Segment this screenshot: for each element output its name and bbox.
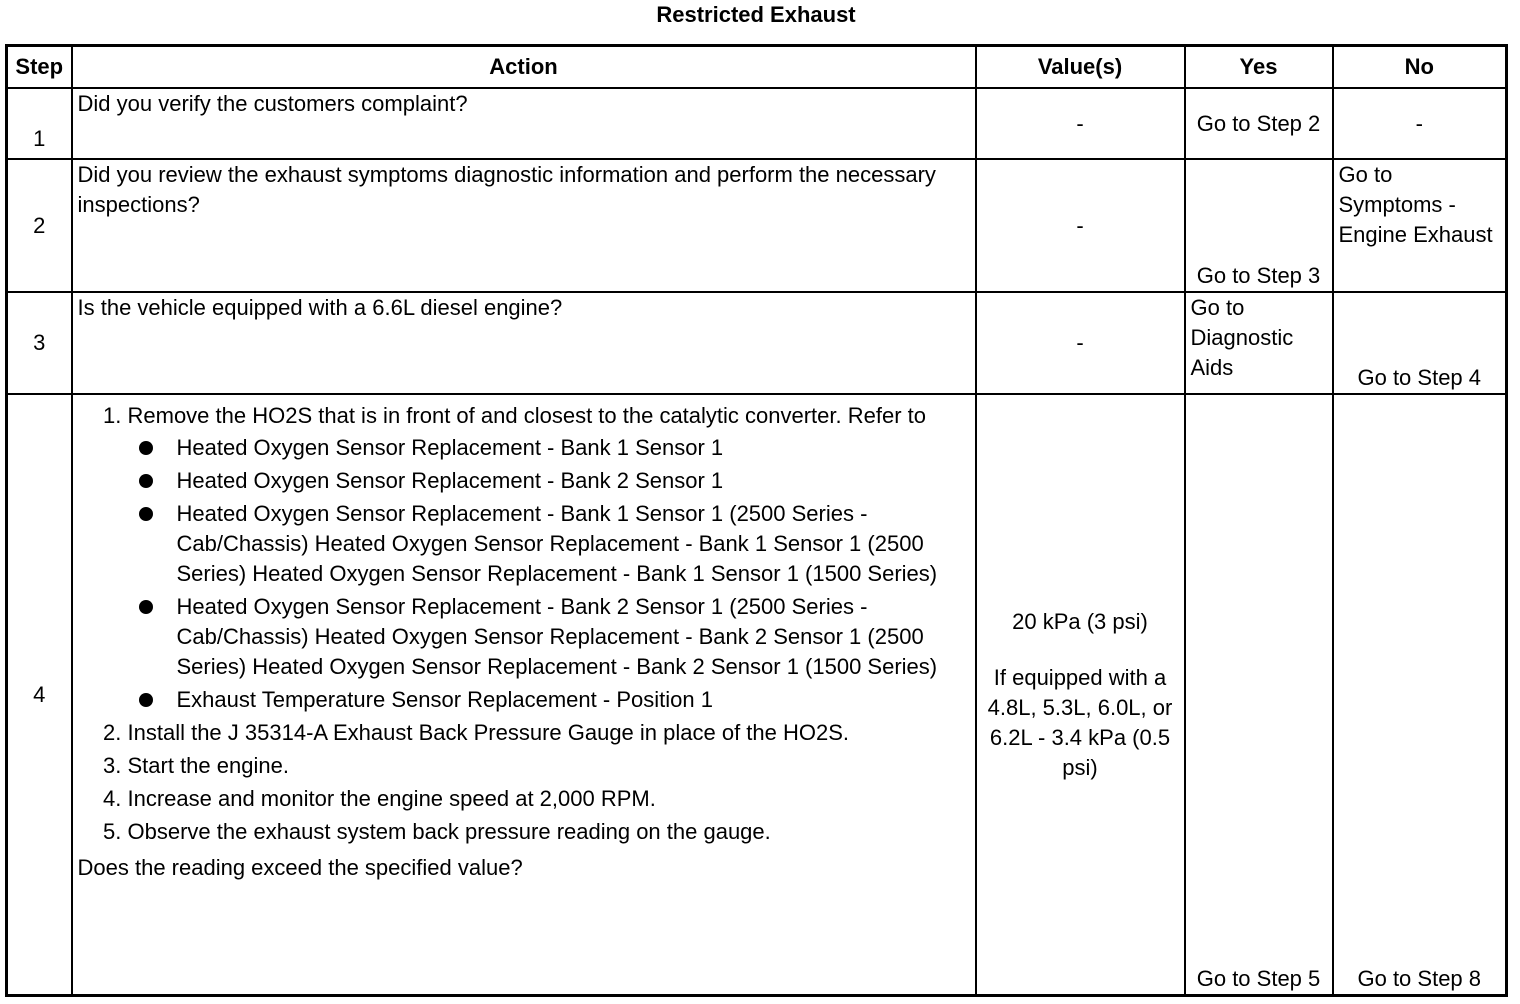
step-number: 2: [7, 159, 72, 292]
refer-item-text: Heated Oxygen Sensor Replacement - Bank 1 Sensor 1 (2500 Series - Cab/Chassis) Heated Oxygen Sensor Replacement - Bank 1 Sensor 1 (2500 Series) Heated Oxygen Sensor Replacement - Bank 1 Sensor 1 (1500 Series): [176, 501, 938, 586]
refer-item[interactable]: [158, 499, 970, 589]
bullet-icon: [139, 474, 153, 488]
step-number: 4: [7, 394, 72, 996]
value-primary: 20 kPa (3 psi): [1012, 608, 1148, 634]
refer-list: [128, 433, 970, 715]
bullet-icon: [139, 600, 153, 614]
yes-link[interactable]: Go to Diagnostic Aids: [1185, 292, 1333, 394]
header-yes: Yes: [1185, 46, 1333, 89]
step-number: 1: [7, 88, 72, 159]
step-number: 3: [7, 292, 72, 394]
procedure-step: [128, 401, 970, 715]
refer-item-text: Exhaust Temperature Sensor Replacement - Position 1: [176, 687, 713, 712]
no-link[interactable]: Go to Step 8: [1333, 394, 1507, 996]
refer-item-text: Heated Oxygen Sensor Replacement - Bank 1 Sensor 1: [176, 435, 724, 460]
header-action: Action: [72, 46, 976, 89]
refer-item[interactable]: [158, 685, 970, 715]
no-link[interactable]: Go to Step 4: [1333, 292, 1507, 394]
value-text: -: [976, 159, 1185, 292]
value-cell: [976, 394, 1185, 996]
header-no: No: [1333, 46, 1507, 89]
yes-link[interactable]: Go to Step 5: [1185, 394, 1333, 996]
procedure-step: 5. Observe the exhaust system back pressure reading on the gauge.: [128, 817, 970, 847]
action-text: Is the vehicle equipped with a 6.6L diesel engine?: [72, 292, 976, 394]
procedure-step: 4. Increase and monitor the engine speed at 2,000 RPM.: [128, 784, 970, 814]
header-values: Value(s): [976, 46, 1185, 89]
procedure-question: Does the reading exceed the specified value?: [77, 855, 523, 880]
procedure-step-text: Remove the HO2S that is in front of and closest to the catalytic converter. Refer to: [127, 403, 926, 428]
refer-item-text: Heated Oxygen Sensor Replacement - Bank 2 Sensor 1: [176, 468, 724, 493]
table-row: [7, 88, 1507, 159]
refer-item-text: Heated Oxygen Sensor Replacement - Bank 2 Sensor 1 (2500 Series - Cab/Chassis) Heated Oxygen Sensor Replacement - Bank 2 Sensor 1 (2500 Series) Heated Oxygen Sensor Replacement - Bank 2 Sensor 1 (1500 Series): [176, 594, 938, 679]
value-secondary: If equipped with a 4.8L, 5.3L, 6.0L, or 6.2L - 3.4 kPa (0.5 psi): [987, 664, 1173, 780]
action-text: Did you review the exhaust symptoms diagnostic information and perform the necessary inspections?: [72, 159, 976, 292]
table-row: [7, 159, 1507, 292]
no-link[interactable]: Go to Symptoms - Engine Exhaust: [1333, 159, 1507, 292]
table-row: [7, 394, 1507, 996]
procedure-step: 2. Install the J 35314-A Exhaust Back Pressure Gauge in place of the HO2S.: [128, 718, 970, 748]
bullet-icon: [139, 507, 153, 521]
diagnostic-table: [5, 44, 1508, 997]
bullet-icon: [139, 441, 153, 455]
yes-link[interactable]: Go to Step 3: [1185, 159, 1333, 292]
table-row: [7, 292, 1507, 394]
no-text: -: [1333, 88, 1507, 159]
refer-item[interactable]: [158, 433, 970, 463]
yes-link[interactable]: Go to Step 2: [1185, 88, 1333, 159]
action-procedure: [72, 394, 976, 996]
value-text: -: [976, 88, 1185, 159]
procedure-step: 3. Start the engine.: [128, 751, 970, 781]
header-step: Step: [7, 46, 72, 89]
page-title: Restricted Exhaust: [656, 2, 856, 27]
header-row: [7, 46, 1507, 89]
bullet-icon: [139, 693, 153, 707]
refer-item[interactable]: [158, 592, 970, 682]
action-text: Did you verify the customers complaint?: [72, 88, 976, 159]
procedure-steps: [78, 401, 970, 847]
value-text: -: [976, 292, 1185, 394]
refer-item[interactable]: [158, 466, 970, 496]
